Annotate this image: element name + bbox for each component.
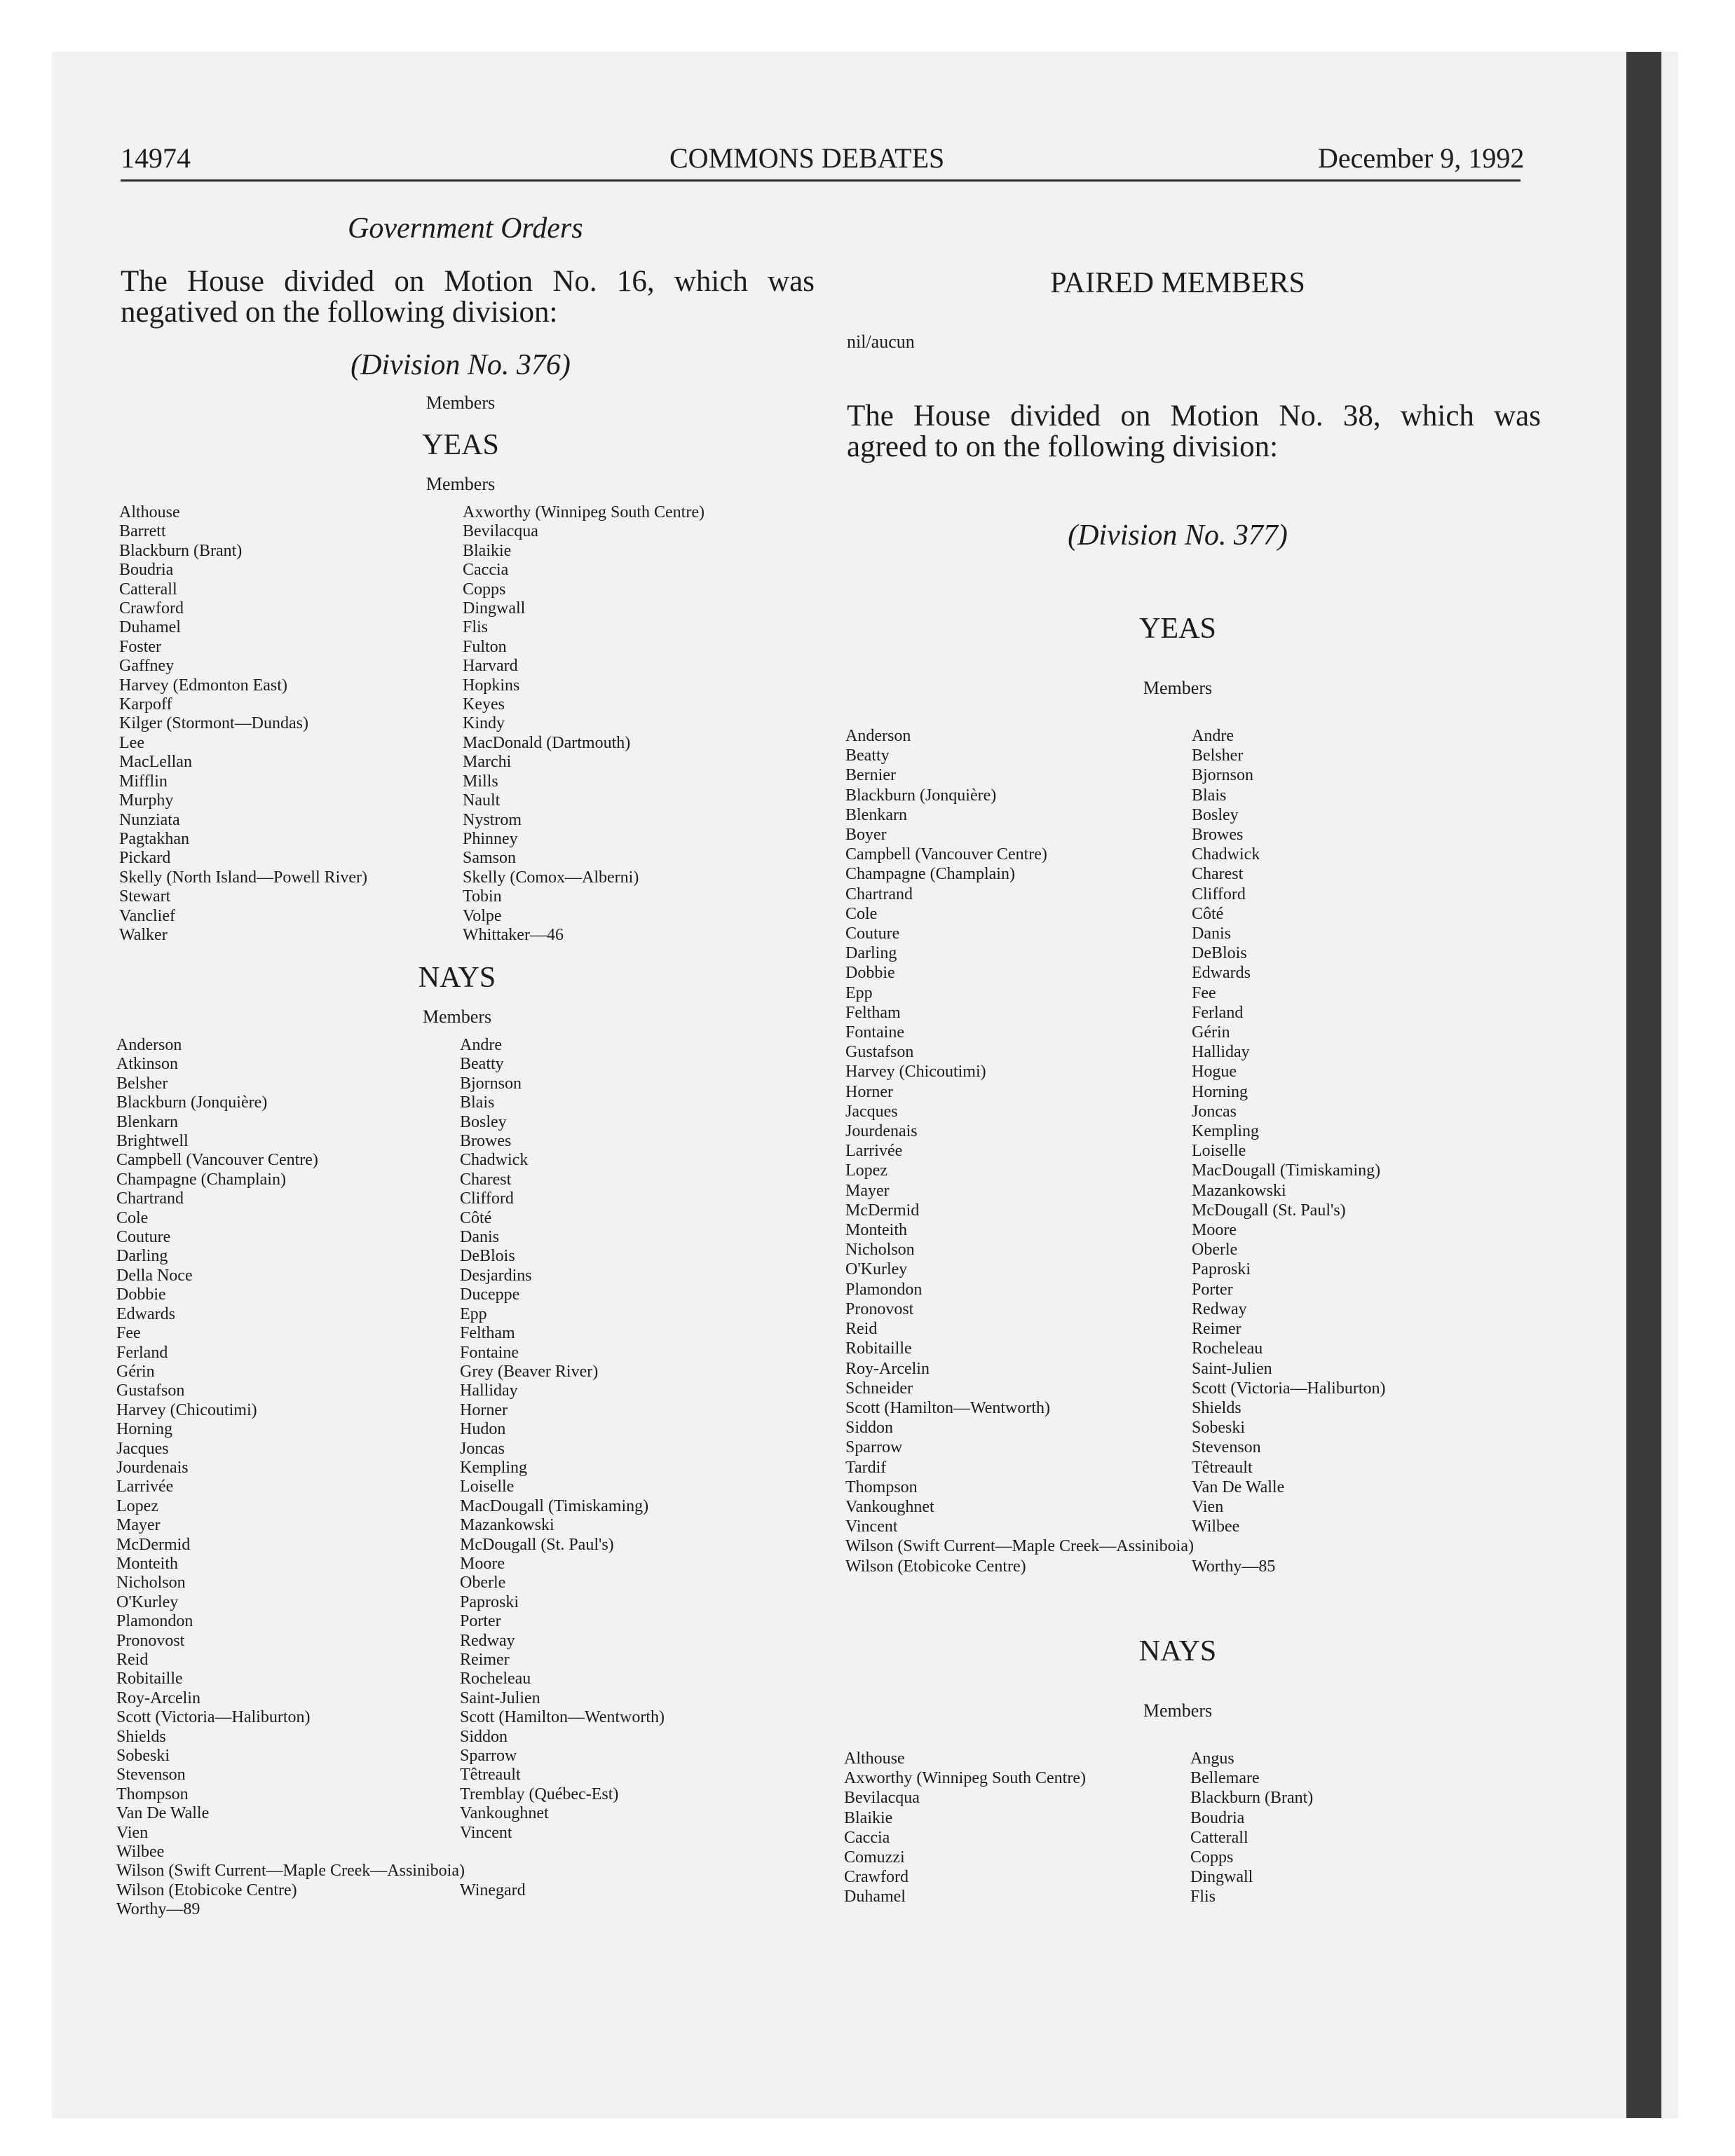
member-name: Stevenson bbox=[1192, 1438, 1261, 1457]
member-name: Harvey (Edmonton East) bbox=[119, 676, 287, 695]
member-name: Porter bbox=[1192, 1280, 1233, 1299]
member-name: Vincent bbox=[845, 1517, 898, 1536]
member-name: Reid bbox=[845, 1320, 878, 1339]
member-name: Blaikie bbox=[844, 1808, 893, 1827]
member-name: Couture bbox=[845, 925, 900, 943]
member-name: Darling bbox=[116, 1247, 168, 1266]
member-name: Monteith bbox=[116, 1554, 178, 1573]
member-name: Crawford bbox=[119, 599, 184, 618]
member-name: Van De Walle bbox=[1192, 1478, 1285, 1496]
member-name: Harvard bbox=[463, 657, 518, 676]
member-name: Kindy bbox=[463, 714, 505, 733]
member-name: Gustafson bbox=[845, 1043, 914, 1062]
member-name: McDermid bbox=[845, 1201, 920, 1220]
member-name: Althouse bbox=[119, 503, 180, 521]
member-name: Larrivée bbox=[116, 1478, 174, 1496]
member-name: Charest bbox=[1192, 865, 1244, 884]
member-name: Redway bbox=[460, 1631, 515, 1650]
member-name: Thompson bbox=[845, 1478, 918, 1496]
member-name: Andre bbox=[1192, 727, 1234, 745]
member-name: Bevilacqua bbox=[463, 522, 538, 541]
member-name: Vankoughnet bbox=[460, 1804, 549, 1823]
nays-members-label: Members bbox=[422, 1007, 492, 1027]
member-name: Nystrom bbox=[463, 810, 522, 829]
member-name: McDougall (St. Paul's) bbox=[1192, 1201, 1346, 1220]
member-name: Winegard bbox=[460, 1881, 526, 1899]
division-377-number: (Division No. 377) bbox=[1068, 519, 1288, 552]
member-name: Hogue bbox=[1192, 1063, 1237, 1082]
member-name: Bernier bbox=[845, 766, 896, 785]
member-name: MacDonald (Dartmouth) bbox=[463, 733, 631, 752]
nays-list-col1 bbox=[116, 1036, 465, 1920]
member-name: Blenkarn bbox=[845, 805, 907, 824]
member-name: Duhamel bbox=[844, 1888, 906, 1906]
member-name: Roy-Arcelin bbox=[845, 1359, 930, 1378]
member-name: Worthy—89 bbox=[116, 1900, 200, 1919]
member-name: Angus bbox=[1190, 1749, 1234, 1768]
member-name: Loiselle bbox=[460, 1478, 515, 1496]
member-name: Ferland bbox=[116, 1343, 168, 1362]
nays-heading: NAYS bbox=[418, 962, 496, 994]
member-name: Nicholson bbox=[116, 1574, 186, 1592]
member-name: Wilbee bbox=[1192, 1517, 1240, 1536]
member-name: Anderson bbox=[116, 1036, 182, 1054]
member-name: Harvey (Chicoutimi) bbox=[116, 1400, 257, 1419]
member-name: Saint-Julien bbox=[1192, 1359, 1272, 1378]
member-name: Fee bbox=[1192, 983, 1216, 1002]
member-name: Tremblay (Québec-Est) bbox=[460, 1785, 619, 1803]
member-name: Chartrand bbox=[116, 1189, 184, 1208]
member-name: Barrett bbox=[119, 522, 166, 541]
member-name: Della Noce bbox=[116, 1266, 193, 1285]
member-name: Fulton bbox=[463, 637, 507, 656]
member-name: Beatty bbox=[460, 1055, 504, 1074]
member-name: Vankoughnet bbox=[845, 1497, 934, 1516]
member-name: Côté bbox=[1192, 904, 1224, 923]
member-name: Scott (Victoria—Haliburton) bbox=[1192, 1379, 1386, 1398]
member-name: Larrivée bbox=[845, 1142, 903, 1161]
member-name: Boyer bbox=[845, 826, 887, 845]
member-name: Robitaille bbox=[116, 1670, 183, 1688]
member-name: Worthy—85 bbox=[1192, 1557, 1276, 1576]
member-name: DeBlois bbox=[1192, 944, 1247, 963]
yeas-list-col2 bbox=[463, 503, 705, 945]
member-name: Oberle bbox=[460, 1574, 506, 1592]
member-name: Saint-Julien bbox=[460, 1688, 540, 1707]
member-name: Darling bbox=[845, 944, 897, 963]
member-name: Blais bbox=[460, 1093, 495, 1112]
member-name: Sparrow bbox=[460, 1747, 517, 1766]
member-name: Vien bbox=[116, 1823, 149, 1842]
yeas-377-members-label: Members bbox=[1143, 678, 1213, 698]
member-name: Scott (Hamilton—Wentworth) bbox=[460, 1708, 665, 1727]
member-name: Catterall bbox=[119, 580, 177, 599]
member-name: Reimer bbox=[1192, 1320, 1241, 1339]
member-name: Caccia bbox=[463, 561, 509, 580]
member-name: Skelly (North Island—Powell River) bbox=[119, 868, 367, 887]
member-name: Edwards bbox=[116, 1304, 175, 1323]
member-name: Vanclief bbox=[119, 906, 175, 925]
member-name: Nault bbox=[463, 791, 501, 810]
member-name: Horning bbox=[1192, 1082, 1248, 1101]
member-name: Campbell (Vancouver Centre) bbox=[116, 1151, 318, 1170]
member-name: Beatty bbox=[845, 746, 890, 765]
member-name: Marchi bbox=[463, 753, 512, 772]
motion-38-intro-line-1: The House divided on Motion No. 38, which was bbox=[847, 400, 1541, 432]
member-name: McDermid bbox=[116, 1535, 191, 1554]
member-name: Champagne (Champlain) bbox=[845, 865, 1015, 884]
member-name: Rocheleau bbox=[1192, 1339, 1263, 1358]
page-number: 14974 bbox=[121, 142, 191, 174]
member-name: Siddon bbox=[460, 1727, 508, 1746]
member-name: Wilson (Etobicoke Centre) bbox=[116, 1881, 297, 1899]
member-name: Dingwall bbox=[1190, 1868, 1253, 1887]
scan-edge-shadow bbox=[1626, 52, 1661, 2118]
member-name: Paproski bbox=[460, 1592, 519, 1611]
member-name: Reid bbox=[116, 1651, 149, 1669]
member-name: Epp bbox=[845, 983, 873, 1002]
member-name: Hopkins bbox=[463, 676, 520, 695]
member-name: Blackburn (Brant) bbox=[1190, 1789, 1314, 1808]
member-name: Horner bbox=[845, 1082, 893, 1101]
member-name: Anderson bbox=[845, 727, 911, 745]
intro-line-2: negatived on the following division: bbox=[121, 296, 558, 329]
nays-list-col2 bbox=[460, 1036, 665, 1920]
member-name: Edwards bbox=[1192, 964, 1251, 983]
member-name: Wilson (Etobicoke Centre) bbox=[845, 1557, 1026, 1576]
member-name: Murphy bbox=[119, 791, 174, 810]
member-name: Crawford bbox=[844, 1868, 909, 1887]
member-name: Campbell (Vancouver Centre) bbox=[845, 845, 1047, 864]
member-name: Samson bbox=[463, 849, 517, 868]
member-name: Epp bbox=[460, 1304, 487, 1323]
member-name: Dingwall bbox=[463, 599, 526, 618]
member-name: Mazankowski bbox=[1192, 1181, 1286, 1200]
member-name: Dobbie bbox=[116, 1285, 166, 1304]
member-name: Charest bbox=[460, 1170, 512, 1189]
member-name bbox=[460, 1843, 665, 1862]
member-name: Loiselle bbox=[1192, 1142, 1246, 1161]
member-name: Karpoff bbox=[119, 695, 172, 714]
paired-members-value: nil/aucun bbox=[847, 332, 915, 352]
member-name: Roy-Arcelin bbox=[116, 1688, 200, 1707]
header-rule bbox=[121, 179, 1520, 182]
member-name: Mills bbox=[463, 772, 498, 791]
publication-title: COMMONS DEBATES bbox=[669, 142, 945, 174]
member-name: Wilbee bbox=[116, 1843, 165, 1862]
member-name: Sobeski bbox=[1192, 1419, 1246, 1438]
member-name: O'Kurley bbox=[116, 1592, 179, 1611]
member-name: Wilson (Swift Current—Maple Creek—Assiniboia) bbox=[845, 1537, 1194, 1556]
member-name: Fontaine bbox=[845, 1023, 904, 1042]
member-name: Feltham bbox=[460, 1324, 515, 1343]
member-name: Pickard bbox=[119, 849, 171, 868]
member-name: Belsher bbox=[116, 1074, 168, 1093]
member-name: Vien bbox=[1192, 1497, 1224, 1516]
member-name: Jacques bbox=[116, 1439, 169, 1458]
member-name: Schneider bbox=[845, 1379, 913, 1398]
member-name: Danis bbox=[460, 1228, 499, 1247]
division-number: (Division No. 376) bbox=[351, 349, 571, 381]
member-name: Chartrand bbox=[845, 885, 913, 903]
member-name: Gérin bbox=[116, 1362, 155, 1381]
member-name: Scott (Victoria—Haliburton) bbox=[116, 1708, 311, 1727]
member-name: Scott (Hamilton—Wentworth) bbox=[845, 1398, 1051, 1417]
member-name: Robitaille bbox=[845, 1339, 912, 1358]
member-name: Bjornson bbox=[1192, 766, 1254, 785]
member-name: Tobin bbox=[463, 887, 502, 906]
member-name: Mifflin bbox=[119, 772, 168, 791]
member-name: Vincent bbox=[460, 1823, 512, 1842]
member-name: Têtreault bbox=[1192, 1458, 1253, 1477]
member-name: Plamondon bbox=[845, 1280, 923, 1299]
member-name: Blackburn (Jonquière) bbox=[845, 786, 997, 805]
member-name: Chadwick bbox=[1192, 845, 1260, 864]
member-name: Althouse bbox=[844, 1749, 905, 1768]
nays-377-members-label: Members bbox=[1143, 1700, 1213, 1721]
member-name: Grey (Beaver River) bbox=[460, 1362, 599, 1381]
page-date: December 9, 1992 bbox=[1318, 142, 1525, 174]
member-name bbox=[460, 1862, 665, 1881]
member-name: Axworthy (Winnipeg South Centre) bbox=[463, 503, 705, 521]
member-name bbox=[460, 1900, 665, 1919]
member-name: Gaffney bbox=[119, 657, 175, 676]
member-name: Fontaine bbox=[460, 1343, 519, 1362]
yeas-377-list-col1 bbox=[845, 726, 1194, 1576]
section-title: Government Orders bbox=[348, 212, 583, 245]
member-name: Wilson (Swift Current—Maple Creek—Assiniboia) bbox=[116, 1862, 465, 1881]
member-name: Shields bbox=[1192, 1398, 1241, 1417]
member-name: Sparrow bbox=[845, 1438, 903, 1457]
paired-members-heading: PAIRED MEMBERS bbox=[1050, 267, 1305, 299]
member-name: Horner bbox=[460, 1400, 508, 1419]
member-name: Copps bbox=[1190, 1848, 1234, 1867]
member-name: Porter bbox=[460, 1612, 501, 1631]
member-name: Redway bbox=[1192, 1299, 1247, 1318]
member-name: Skelly (Comox—Alberni) bbox=[463, 868, 639, 887]
member-name: Clifford bbox=[460, 1189, 514, 1208]
member-name: Danis bbox=[1192, 925, 1231, 943]
yeas-377-heading: YEAS bbox=[1139, 613, 1216, 645]
member-name: Duhamel bbox=[119, 618, 181, 637]
member-name: Blais bbox=[1192, 786, 1227, 805]
member-name: Bjornson bbox=[460, 1074, 522, 1093]
member-name: Kilger (Stormont—Dundas) bbox=[119, 714, 308, 733]
member-name: Bosley bbox=[460, 1112, 507, 1131]
member-name: Stevenson bbox=[116, 1766, 186, 1785]
nays-377-list-col1 bbox=[844, 1749, 1086, 1907]
member-name: Siddon bbox=[845, 1419, 894, 1438]
member-name: Feltham bbox=[845, 1003, 901, 1022]
member-name: Sobeski bbox=[116, 1747, 170, 1766]
member-name: Desjardins bbox=[460, 1266, 532, 1285]
member-name: Champagne (Champlain) bbox=[116, 1170, 286, 1189]
yeas-members-label: Members bbox=[426, 474, 496, 494]
member-name: Andre bbox=[460, 1036, 502, 1054]
member-name: Browes bbox=[460, 1132, 512, 1151]
member-name: Kempling bbox=[460, 1458, 527, 1477]
member-name: Joncas bbox=[460, 1439, 505, 1458]
member-name: Nicholson bbox=[845, 1241, 915, 1260]
member-name: Boudria bbox=[1190, 1808, 1245, 1827]
member-name: Mazankowski bbox=[460, 1516, 554, 1535]
member-name: Harvey (Chicoutimi) bbox=[845, 1063, 986, 1082]
member-name: Joncas bbox=[1192, 1102, 1237, 1121]
member-name: Atkinson bbox=[116, 1055, 179, 1074]
member-name: O'Kurley bbox=[845, 1260, 908, 1279]
member-name: Halliday bbox=[1192, 1043, 1250, 1062]
member-name: Copps bbox=[463, 580, 506, 599]
member-name: Moore bbox=[460, 1554, 505, 1573]
member-name: Thompson bbox=[116, 1785, 189, 1803]
member-name: Comuzzi bbox=[844, 1848, 905, 1867]
member-name: Whittaker—46 bbox=[463, 925, 564, 944]
member-name: Paproski bbox=[1192, 1260, 1251, 1279]
member-name: Pronovost bbox=[845, 1299, 914, 1318]
member-name: Mayer bbox=[116, 1516, 161, 1535]
member-name: Horning bbox=[116, 1420, 172, 1439]
member-name: Lopez bbox=[116, 1496, 158, 1515]
member-name: Couture bbox=[116, 1228, 171, 1247]
member-name: Rocheleau bbox=[460, 1670, 531, 1688]
member-name: Shields bbox=[116, 1727, 166, 1746]
member-name: MacLellan bbox=[119, 753, 192, 772]
member-name: Reimer bbox=[460, 1651, 510, 1669]
member-name: Bellemare bbox=[1190, 1769, 1260, 1788]
yeas-377-list-col2 bbox=[1192, 726, 1386, 1576]
member-name: Blackburn (Jonquière) bbox=[116, 1093, 268, 1112]
member-name: Tardif bbox=[845, 1458, 887, 1477]
member-name: Cole bbox=[845, 904, 878, 923]
member-name: Brightwell bbox=[116, 1132, 189, 1151]
member-name: Clifford bbox=[1192, 885, 1246, 903]
member-name: Flis bbox=[463, 618, 489, 637]
member-name: Jacques bbox=[845, 1102, 898, 1121]
member-name: Jourdenais bbox=[845, 1122, 918, 1141]
member-name: Dobbie bbox=[845, 964, 895, 983]
motion-38-intro-line-2: agreed to on the following division: bbox=[847, 430, 1279, 463]
member-name: Keyes bbox=[463, 695, 505, 714]
member-name: Caccia bbox=[844, 1828, 890, 1847]
member-name: Axworthy (Winnipeg South Centre) bbox=[844, 1769, 1086, 1788]
member-name: Fee bbox=[116, 1324, 141, 1343]
member-name: Catterall bbox=[1190, 1828, 1248, 1847]
member-name: Belsher bbox=[1192, 746, 1244, 765]
member-name: Phinney bbox=[463, 829, 518, 848]
member-name: Monteith bbox=[845, 1221, 907, 1240]
member-name: Moore bbox=[1192, 1221, 1237, 1240]
yeas-heading: YEAS bbox=[422, 429, 499, 461]
member-name: Browes bbox=[1192, 826, 1244, 845]
member-name: MacDougall (Timiskaming) bbox=[1192, 1161, 1381, 1180]
member-name: Pronovost bbox=[116, 1631, 185, 1650]
member-name: Têtreault bbox=[460, 1766, 521, 1785]
member-name: Foster bbox=[119, 637, 161, 656]
member-name: Lopez bbox=[845, 1161, 887, 1180]
member-name: Blenkarn bbox=[116, 1112, 178, 1131]
member-name: Walker bbox=[119, 925, 168, 944]
member-name: Blaikie bbox=[463, 541, 512, 560]
member-name: Gustafson bbox=[116, 1381, 185, 1400]
member-name: McDougall (St. Paul's) bbox=[460, 1535, 614, 1554]
member-name: Mayer bbox=[845, 1181, 890, 1200]
member-name: Hudon bbox=[460, 1420, 506, 1439]
member-name: Gérin bbox=[1192, 1023, 1230, 1042]
member-name: Blackburn (Brant) bbox=[119, 541, 243, 560]
member-name: Plamondon bbox=[116, 1612, 193, 1631]
member-name: Oberle bbox=[1192, 1241, 1238, 1260]
member-name: Stewart bbox=[119, 887, 171, 906]
member-name: Duceppe bbox=[460, 1285, 520, 1304]
member-name: Pagtakhan bbox=[119, 829, 189, 848]
member-name: DeBlois bbox=[460, 1247, 515, 1266]
member-name: Halliday bbox=[460, 1381, 518, 1400]
member-name: Volpe bbox=[463, 906, 502, 925]
yeas-list-col1 bbox=[119, 503, 367, 945]
member-name: Lee bbox=[119, 733, 144, 752]
intro-line-1: The House divided on Motion No. 16, which was bbox=[121, 265, 815, 298]
member-name: Boudria bbox=[119, 561, 174, 580]
member-name: Bosley bbox=[1192, 805, 1239, 824]
member-name: Flis bbox=[1190, 1888, 1216, 1906]
nays-377-list-col2 bbox=[1190, 1749, 1313, 1907]
member-name: Chadwick bbox=[460, 1151, 529, 1170]
member-name: Cole bbox=[116, 1208, 149, 1227]
member-name: MacDougall (Timiskaming) bbox=[460, 1496, 649, 1515]
member-name: Bevilacqua bbox=[844, 1789, 920, 1808]
member-name: Nunziata bbox=[119, 810, 180, 829]
member-name: Jourdenais bbox=[116, 1458, 189, 1477]
nays-377-heading: NAYS bbox=[1138, 1635, 1217, 1667]
members-label: Members bbox=[426, 393, 496, 413]
member-name: Kempling bbox=[1192, 1122, 1259, 1141]
member-name: Ferland bbox=[1192, 1003, 1244, 1022]
member-name: Van De Walle bbox=[116, 1804, 210, 1823]
member-name bbox=[1192, 1536, 1386, 1556]
member-name: Côté bbox=[460, 1208, 492, 1227]
